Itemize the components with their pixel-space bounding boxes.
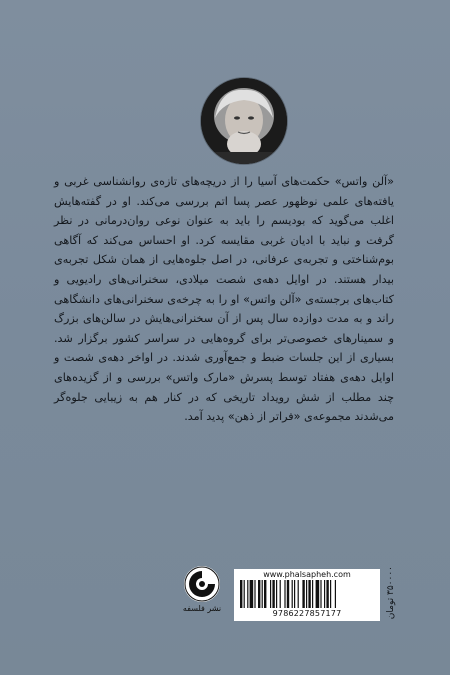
author-photo-icon (201, 78, 287, 164)
publisher-name: نشر فلسفه (182, 604, 222, 613)
barcode-icon (240, 580, 374, 608)
book-description (54, 172, 394, 427)
publisher-logo (181, 566, 223, 624)
author-portrait (201, 78, 287, 164)
publisher-emblem-icon (184, 566, 220, 602)
price-label: ۳۵۰۰۰۰ تومان (386, 566, 396, 620)
description-paragraph: «آلن واتس» حکمت‌های آسیا را از دریچه‌های تازه‌ی روانشناسی غربی و یافته‌های علمی نوظهور عصر پسا اتم بررسی می‌کند. او در گفته‌هایش اغلب می‌گوید که بودیسم را باید به عنوان نوعی روان‌درمانی در نظر گرفت و نباید با ادیان غربی مقایسه کرد. او احساس می‌کند که آگاهی بوم‌شناختی و تجربه‌ی عرفانی، در اصل جلوه‌هایی از همان شکل تجربه‌ی بیدار هستند. در اوایل دهه‌ی شصت میلادی، سخنرانی‌های رادیویی و کتاب‌های برجسته‌ی «آلن واتس» او را به چرخه‌ی سخنرانی‌های دانشگاهی راند و به مدت دوازده سال پس از آن سخنرانی‌هایش در سالن‌های بزرگ و سمینارهای خصوصی‌تر برای گروه‌هایی در سراسر کشور برگزار شد. بسیاری از این جلسات ضبط و جمع‌آوری شدند. در اواخر دهه‌ی شصت و اوایل دهه‌ی هفتاد توسط پسرش «مارک واتس» بررسی و از گزیده‌های چند مطلب از شش رویداد تاریخی که در کنار هم به زیبایی جلوه‌گر می‌شدند مجموعه‌ی «فراتر از ذهن» پدید آمد. (54, 175, 394, 424)
barcode-panel (234, 569, 380, 621)
publisher-logo-mark (184, 566, 220, 602)
publisher-website: www.phalsapheh.com (263, 570, 351, 579)
isbn-number: 9786227857177 (272, 609, 342, 618)
